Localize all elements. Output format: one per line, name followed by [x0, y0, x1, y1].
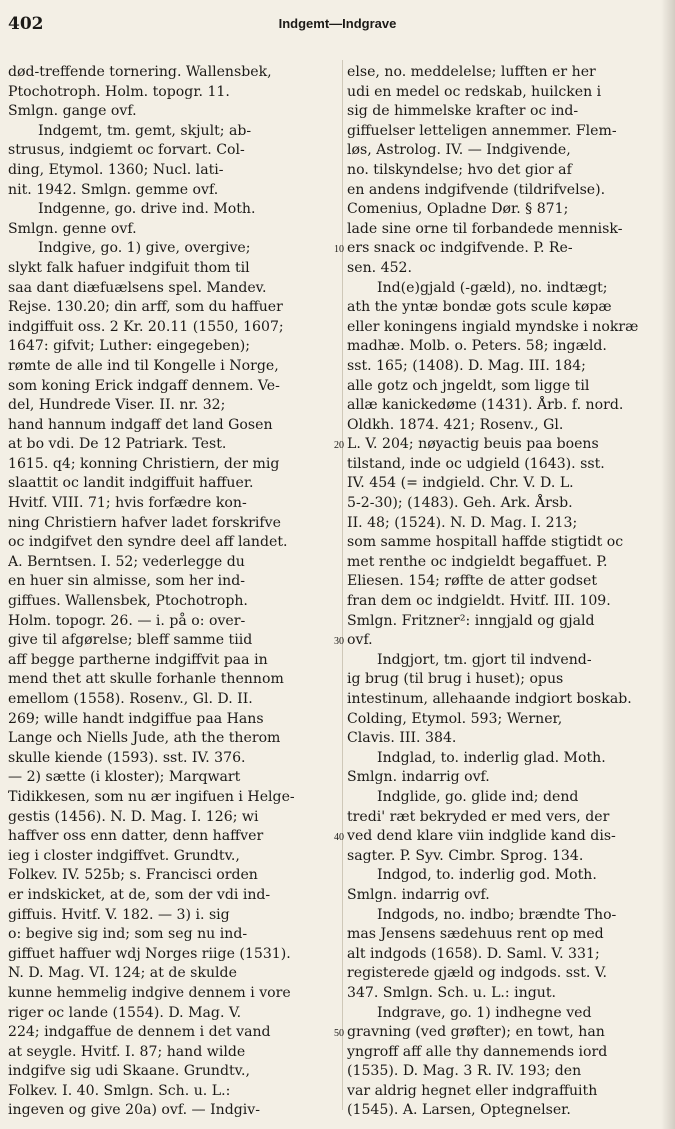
- left-column-line: saa dant diæfuælsens spel. Mandev.: [8, 279, 267, 296]
- left-column-line: aff begge partherne indgiffvit paa in: [8, 651, 268, 668]
- left-column-line: giffues. Wallensbek, Ptochotroph.: [8, 593, 248, 610]
- left-column-line: Ptochotroph. Holm. topogr. 11.: [8, 83, 230, 100]
- right-column-line: ovf.: [347, 632, 373, 649]
- left-column-line: ning Christiern hafver ladet forskrifve: [8, 514, 281, 531]
- left-column-line: rømte de alle ind til Kongelle i Norge,: [8, 357, 279, 374]
- right-column-line: ved dend klare viin indglide kand dis-: [347, 828, 616, 845]
- right-column-line: (1545). A. Larsen, Optegnelser.: [347, 1102, 571, 1119]
- left-column-line: ieg i closter indgiffvet. Grundtv.,: [8, 847, 240, 864]
- right-column-line: Indglad, to. inderlig glad. Moth.: [377, 749, 606, 766]
- right-column-line: ig brug (til brug i huset); opus: [347, 671, 564, 688]
- left-column-line: kunne hemmelig indgive dennem i vore: [8, 984, 291, 1001]
- right-column-line: gravning (ved grøfter); en towt, han: [347, 1024, 605, 1041]
- right-column-line: Clavis. III. 384.: [347, 730, 457, 747]
- right-column-line: intestinum, allehaande indgiort boskab.: [347, 691, 632, 707]
- right-column-line: Indgod, to. inderlig god. Moth.: [377, 867, 597, 884]
- right-column-line: løs, Astrolog. IV. — Indgivende,: [347, 142, 571, 159]
- left-column-line: Indgemt, tm. gemt, skjult; ab-: [38, 122, 252, 139]
- left-column-line: at bo vdi. De 12 Patriark. Test.: [8, 436, 227, 453]
- right-column-line: lade sine orne til forbandede mennisk-: [347, 220, 623, 237]
- left-column-line: give til afgørelse; bleff samme tiid: [8, 632, 253, 649]
- left-column-line: er indskicket, at de, som der vdi ind-: [8, 886, 271, 903]
- left-column-line: del, Hundrede Viser. II. nr. 32;: [8, 397, 226, 414]
- left-column-line: Holm. topogr. 26. — i. på o: over-: [8, 612, 246, 629]
- left-column-line: 1647: gifvit; Luther: eingegeben);: [8, 338, 251, 355]
- right-column: [347, 63, 664, 1121]
- left-column-line: at seygle. Hvitf. I. 87; hand wilde: [8, 1043, 246, 1060]
- left-column-line: Smlgn. genne ovf.: [8, 220, 137, 237]
- line-number-marker: 30: [334, 636, 344, 648]
- right-column-line: Indglide, go. glide ind; dend: [377, 788, 579, 805]
- right-column-line: ath the yntæ bondæ gots scule køpæ: [347, 299, 612, 316]
- running-title: Indgemt—Indgrave: [278, 16, 397, 31]
- right-column-line: 347. Smlgn. Sch. u. L.: ingut.: [347, 984, 556, 1001]
- right-column-line: udi en medel oc redskab, huilcken i: [347, 83, 602, 100]
- right-column-line: fran dem oc indgieldt. Hvitf. III. 109.: [347, 593, 611, 610]
- right-column-line: sen. 452.: [347, 259, 412, 276]
- line-number-marker: 40: [334, 832, 344, 844]
- left-column-line: skulle kiende (1593). sst. IV. 376.: [8, 749, 246, 766]
- right-column-line: 5-2-30); (1483). Geh. Ark. Årsb.: [347, 495, 573, 512]
- left-column-line: Smlgn. gange ovf.: [8, 103, 137, 120]
- right-column-line: IV. 454 (= indgield. Chr. V. D. L.: [347, 475, 574, 492]
- right-column-line: som samme hospitall haffde stigtidt oc: [347, 534, 624, 551]
- left-column-line: Lange och Niells Jude, ath the therom: [8, 730, 281, 747]
- right-column-line: sig de himmelske krafter oc ind-: [347, 103, 579, 120]
- right-column-line: Eliesen. 154; røffte de atter godset: [347, 573, 597, 590]
- right-column-line: (1535). D. Mag. 3 R. IV. 193; den: [347, 1063, 582, 1080]
- left-column-line: Rejse. 130.20; din arff, som du haffuer: [8, 299, 283, 316]
- left-column-line: riger oc lande (1554). D. Mag. V.: [8, 1004, 242, 1021]
- left-column-line: Tidikkesen, som nu ær ingifuen i Helge-: [8, 788, 295, 805]
- left-column-line: Folkev. I. 40. Smlgn. Sch. u. L.:: [8, 1082, 231, 1099]
- left-column-line: indgiffuit oss. 2 Kr. 20.11 (1550, 1607;: [8, 318, 284, 335]
- right-column-line: tredi' ræt bekryded er med vers, der: [347, 808, 610, 825]
- left-column-line: Hvitf. VIII. 71; hvis forfædre kon-: [8, 495, 247, 512]
- right-column-line: giffuelser letteligen annemmer. Flem-: [347, 122, 617, 139]
- right-column-line: else, no. meddelelse; lufften er her: [347, 64, 596, 80]
- left-column-line: Indgive, go. 1) give, overgive;: [38, 240, 251, 257]
- left-column-line: 224; indgaffue de dennem i det vand: [8, 1024, 271, 1041]
- left-column-line: ingeven og give 20a) ovf. — Indgiv-: [8, 1102, 261, 1119]
- right-column-line: allæ kanickedøme (1431). Årb. f. nord.: [347, 397, 624, 414]
- left-column-line: — 2) sætte (i kloster); Marqwart: [8, 769, 241, 786]
- page-header: [8, 14, 667, 38]
- right-column-line: L. V. 204; nøyactig beuis paa boens: [347, 436, 599, 453]
- left-column-line: nit. 1942. Smlgn. gemme ovf.: [8, 181, 219, 198]
- left-column-line: giffuet haffuer wdj Norges riige (1531).: [8, 945, 291, 962]
- line-number-marker: 20: [334, 440, 344, 452]
- left-column-line: Indgenne, go. drive ind. Moth.: [38, 201, 256, 218]
- right-column-line: no. tilskyndelse; hvo det gior af: [347, 161, 572, 178]
- page-number: 402: [8, 14, 44, 34]
- left-column-line: ding, Etymol. 1360; Nucl. lati-: [8, 161, 224, 178]
- right-column-line: sagter. P. Syv. Cimbr. Sprog. 134.: [347, 847, 584, 864]
- left-column-line: oc indgifvet den syndre deel aff landet.: [8, 534, 288, 551]
- left-column-line: A. Berntsen. I. 52; vederlegge du: [8, 553, 245, 570]
- left-column-line: emellom (1558). Rosenv., Gl. D. II.: [8, 691, 253, 707]
- right-column-line: Oldkh. 1874. 421; Rosenv., Gl.: [347, 416, 564, 433]
- line-number-marker: 10: [334, 244, 344, 256]
- right-column-line: ers snack oc indgifvende. P. Re-: [347, 240, 573, 257]
- left-column-line: hand hannum indgaff det land Gosen: [8, 416, 273, 433]
- left-column-line: indgifve sig udi Skaane. Grundtv.,: [8, 1063, 250, 1080]
- right-column-line: eller koningens ingiald myndske i nokræ: [347, 318, 639, 335]
- right-column-line: Indgrave, go. 1) indhegne ved: [377, 1004, 592, 1021]
- left-column-line: en huer sin almisse, som her ind-: [8, 573, 246, 590]
- left-column-line: som koning Erick indgaff dennem. Ve-: [8, 377, 280, 394]
- right-column-line: sst. 165; (1408). D. Mag. III. 184;: [347, 357, 586, 374]
- right-column-line: Colding, Etymol. 593; Werner,: [347, 710, 563, 727]
- right-column-line: tilstand, inde oc udgield (1643). sst.: [347, 455, 605, 472]
- line-number-marker: 50: [334, 1028, 344, 1040]
- right-column-line: alt indgods (1658). D. Saml. V. 331;: [347, 945, 600, 962]
- left-column-line: mend thet att skulle forhanle thennom: [8, 671, 284, 688]
- column-divider: [342, 60, 343, 1110]
- left-column-line: 1615. q4; konning Christiern, der mig: [8, 455, 280, 472]
- right-column-line: registerede gjæld og indgods. sst. V.: [347, 965, 608, 982]
- right-column-line: Indgods, no. indbo; brændte Tho-: [377, 906, 617, 923]
- left-column-line: død-treffende tornering. Wallensbek,: [8, 64, 272, 80]
- right-column-line: alle gotz och jngeldt, som ligge til: [347, 377, 590, 394]
- right-column-line: mas Jensens sædehuus rent op med: [347, 926, 604, 943]
- right-column-line: Indgjort, tm. gjort til indvend-: [377, 651, 592, 668]
- page-edge-shadow: [661, 0, 675, 1129]
- left-column-line: slaattit oc landit indgiffuit haffuer.: [8, 475, 254, 492]
- right-column-line: madhæ. Molb. o. Peters. 58; ingæld.: [347, 338, 607, 355]
- right-column-line: yngroff aff alle thy dannemends iord: [347, 1043, 608, 1060]
- right-column-line: Smlgn. indarrig ovf.: [347, 769, 490, 786]
- right-column-line: Smlgn. indarrig ovf.: [347, 886, 490, 903]
- right-column-line: met renthe oc indgieldt begaffuet. P.: [347, 553, 608, 570]
- left-column-line: slykt falk hafuer indgifuit thom til: [8, 259, 250, 276]
- right-column-line: en andens indgifvende (tildrifvelse).: [347, 181, 606, 198]
- left-column-line: N. D. Mag. VI. 124; at de skulde: [8, 965, 237, 982]
- left-column-line: Folkev. IV. 525b; s. Francisci orden: [8, 867, 258, 884]
- left-column-line: haffver oss enn datter, denn haffver: [8, 828, 264, 845]
- left-column-line: o: begive sig ind; som seg nu ind-: [8, 926, 248, 943]
- right-column-line: Ind(e)gjald (-gæld), no. indtægt;: [377, 279, 608, 296]
- left-column-line: gestis (1456). N. D. Mag. I. 126; wi: [8, 808, 259, 825]
- right-column-line: Comenius, Opladne Dør. § 871;: [347, 201, 569, 218]
- right-column-line: II. 48; (1524). N. D. Mag. I. 213;: [347, 514, 578, 531]
- right-column-line: Smlgn. Fritzner²: inngjald og gjald: [347, 612, 595, 629]
- right-column-line: var aldrig hegnet eller indgraffuith: [347, 1082, 598, 1099]
- left-column: [8, 63, 331, 1121]
- left-column-line: 269; wille handt indgiffue paa Hans: [8, 710, 264, 727]
- left-column-line: giffuis. Hvitf. V. 182. — 3) i. sig: [8, 906, 230, 923]
- left-column-line: strusus, indgiemt oc forvart. Col-: [8, 142, 245, 159]
